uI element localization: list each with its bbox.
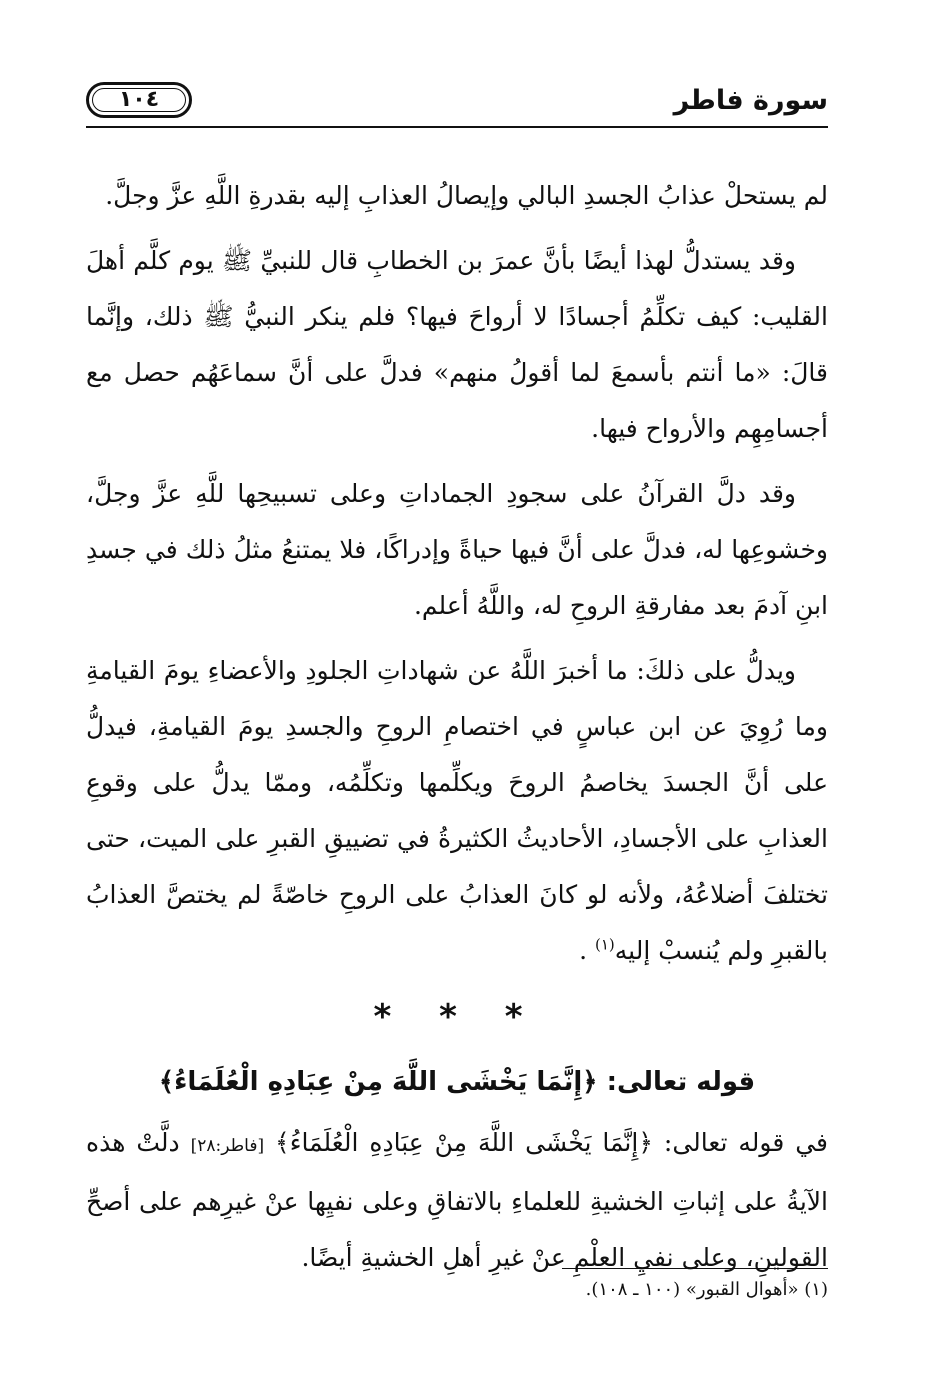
surah-title: سورة فاطر (673, 85, 828, 116)
paragraph-5-rest: دلَّتْ هذه الآيةُ على إثباتِ الخشيةِ للعلماءِ بالاتفاقِ وعلى نفيِها عنْ غيرِهم على أصحِّ القولينِ، وعلى نفيِ العلْمِ عنْ غيرِ أهلِ الخشيةِ أيضًا. (86, 1128, 829, 1272)
footnote-rule (562, 1268, 828, 1269)
page-number-badge (86, 82, 192, 118)
page-number: ١٠٤ (118, 87, 160, 112)
page-header (86, 80, 828, 132)
paragraph-5-lead: في قوله تعالى: ﴿إِنَّمَا يَخْشَى اللَّهَ مِنْ عِبَادِهِ الْعُلَمَاءُ﴾ (275, 1128, 829, 1157)
page-content (86, 168, 828, 1286)
book-page (86, 80, 828, 1300)
paragraph-4-text: ويدلُّ على ذلكَ: ما أخبرَ اللَّهُ عن شهاداتِ الجلودِ والأعضاءِ يومَ القيامةِ وما رُوِيَ عن ابن عباسٍ في اختصامِ الروحِ والجسدِ يومَ القيامةِ، فيدلُّ على أنَّ الجسدَ يخاصمُ الروحَ ويكلِّمها وتكلِّمُه، وممّا يدلُّ على وقوعِ العذابِ على الأجسادِ، الأحاديثُ الكثيرةُ في تضييقِ القبرِ على الميت، حتى تختلفَ أضلاعُهُ، ولأنه لو كانَ العذابُ على الروحِ خاصّةً لم يختصَّ العذابُ بالقبرِ ولم يُنسبْ إليه (86, 656, 828, 965)
paragraph-1: لم يستحلْ عذابُ الجسدِ البالي وإيصالُ العذابِ إليه بقدرةِ اللَّهِ عزَّ وجلَّ. (105, 181, 828, 210)
section-separator: * * * (373, 997, 541, 1037)
header-rule (86, 126, 828, 128)
footnote: (١) «أهوال القبور» (١٠٠ ـ ١٠٨). (585, 1279, 828, 1300)
section-heading: قوله تعالى: ﴿إِنَّمَا يَخْشَى اللَّهَ مِنْ عِبَادِهِ الْعُلَمَاءُ﴾ (158, 1067, 756, 1097)
paragraph-2: وقد يستدلُّ لهذا أيضًا بأنَّ عمرَ بن الخطابِ قال للنبيِّ ﷺ يوم كلَّم أهلَ القليب: كيف تكلِّمُ أجسادًا لا أرواحَ فيها؟ فلم ينكر النبيُّ ﷺ ذلك، وإنَّما قالَ: «ما أنتم بأسمعَ لما أقولُ منهم» فدلَّ على أنَّ سماعَهُم حصل مع أجسامِهِم والأرواح فيها. (86, 246, 828, 443)
paragraph-4: ويدلُّ على ذلكَ: ما أخبرَ اللَّهُ عن شهاداتِ الجلودِ والأعضاءِ يومَ القيامةِ وما رُوِيَ عن ابن عباسٍ في اختصامِ الروحِ والجسدِ يومَ القيامةِ، فيدلُّ على أنَّ الجسدَ يخاصمُ الروحَ ويكلِّمها وتكلِّمُه، وممّا يدلُّ على وقوعِ العذابِ على الأجسادِ، الأحاديثُ الكثيرةُ في تضييقِ القبرِ على الميت، حتى تختلفَ أضلاعُهُ، ولأنه لو كانَ العذابُ على الروحِ خاصّةً لم يختصَّ العذابُ بالقبرِ ولم يُنسبْ إليه$^{(١)}$ . (86, 656, 828, 965)
footnote-marker: (١) (595, 935, 615, 954)
verse-reference: [فاطر:٢٨] (190, 1136, 265, 1156)
paragraph-5 (86, 1115, 828, 1286)
paragraph-3: وقد دلَّ القرآنُ على سجودِ الجماداتِ وعلى تسبيحِها للَّهِ عزَّ وجلَّ، وخشوعِها له، فدلَّ على أنَّ فيها حياةً وإدراكًا، فلا يمتنعُ مثلُ ذلك في جسدِ ابنِ آدمَ بعد مفارقةِ الروحِ له، واللَّهُ أعلم. (86, 479, 828, 620)
